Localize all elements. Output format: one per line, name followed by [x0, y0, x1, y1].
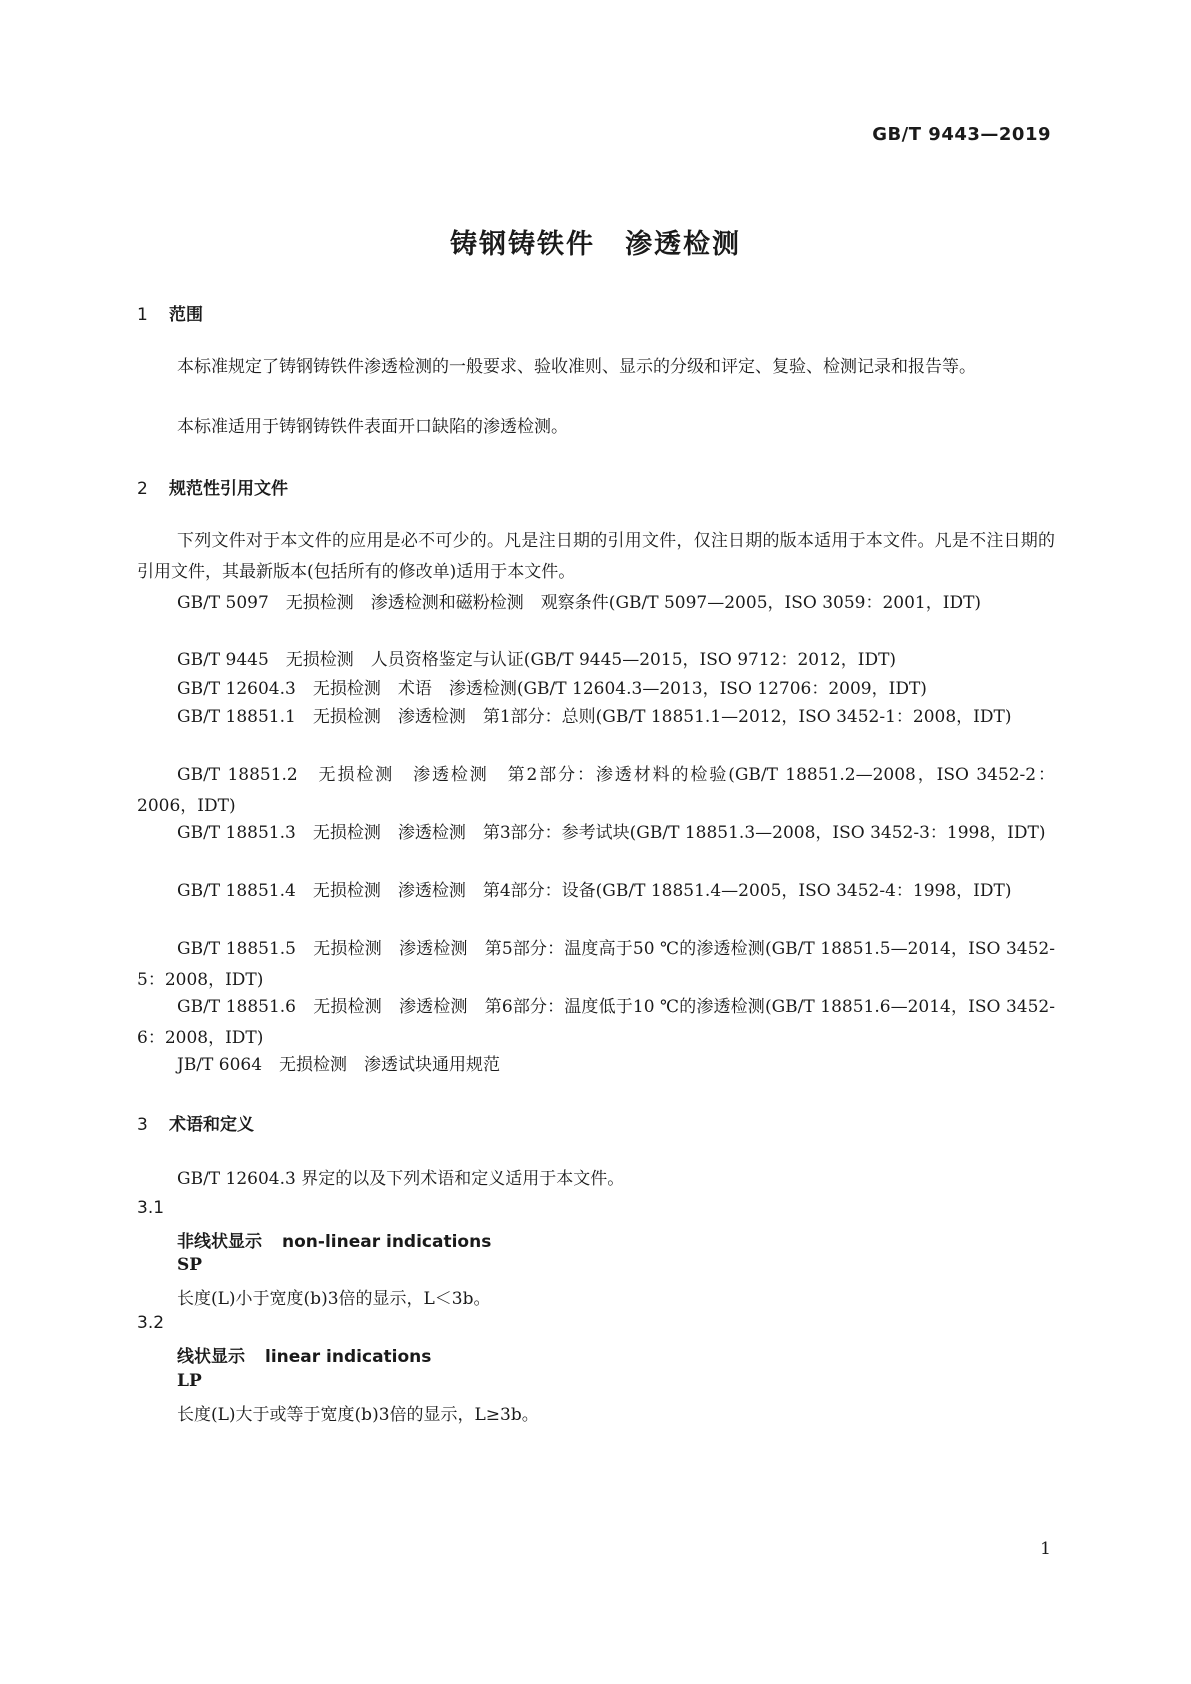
term-name-en: linear indications [265, 1347, 432, 1367]
page-number: 1 [1040, 1539, 1051, 1559]
reference-item: GB/T 18851.5 无损检测 渗透检测 第5部分：温度高于50 ℃的渗透检测(GB/T 18851.5—2014，ISO 3452-5：2008，IDT) [137, 939, 1055, 990]
term-abbreviation: SP [177, 1255, 203, 1275]
term-number: 3.1 [137, 1198, 165, 1218]
term-name-en: non-linear indications [282, 1232, 492, 1252]
section-number: 3 [137, 1115, 148, 1135]
section-title: 范围 [169, 305, 203, 325]
document-code: GB/T 9443—2019 [872, 124, 1051, 145]
reference-item: JB/T 6064 无损检测 渗透试块通用规范 [177, 1055, 501, 1075]
reference-item: GB/T 18851.3 无损检测 渗透检测 第3部分：参考试块(GB/T 18851.3—2008，ISO 3452-3：1998，IDT) [177, 823, 1046, 843]
section-1-paragraph-2: 本标准适用于铸钢铸铁件表面开口缺陷的渗透检测。 [177, 417, 568, 437]
term-name [177, 1342, 431, 1367]
section-number: 1 [137, 305, 148, 325]
reference-item: GB/T 18851.2 无损检测 渗透检测 第2部分：渗透材料的检验(GB/T 18851.2—2008，ISO 3452-2：2006，IDT) [137, 765, 1055, 816]
section-number: 2 [137, 479, 148, 499]
reference-item: GB/T 18851.6 无损检测 渗透检测 第6部分：温度低于10 ℃的渗透检测(GB/T 18851.6—2014，ISO 3452-6：2008，IDT) [137, 997, 1055, 1048]
term-name-zh: 线状显示 [177, 1347, 245, 1367]
section-1-heading [137, 300, 203, 325]
section-3-intro: GB/T 12604.3 界定的以及下列术语和定义适用于本文件。 [177, 1169, 625, 1189]
term-abbreviation: LP [177, 1371, 202, 1391]
reference-item: GB/T 18851.4 无损检测 渗透检测 第4部分：设备(GB/T 18851.4—2005，ISO 3452-4：1998，IDT) [177, 881, 1012, 901]
title-part-1: 铸钢铸铁件 [450, 229, 595, 260]
term-definition: 长度(L)小于宽度(b)3倍的显示，L＜3b。 [177, 1289, 491, 1309]
term-name [177, 1227, 491, 1252]
term-name-zh: 非线状显示 [177, 1232, 262, 1252]
term-number: 3.2 [137, 1313, 165, 1333]
title-part-2: 渗透检测 [625, 229, 741, 260]
reference-item: GB/T 5097 无损检测 渗透检测和磁粉检测 观察条件(GB/T 5097—2005，ISO 3059：2001，IDT) [177, 593, 982, 613]
term-definition: 长度(L)大于或等于宽度(b)3倍的显示，L≥3b。 [177, 1405, 539, 1425]
section-1-paragraph-1: 本标准规定了铸钢铸铁件渗透检测的一般要求、验收准则、显示的分级和评定、复验、检测记录和报告等。 [177, 357, 976, 377]
section-3-heading [137, 1110, 254, 1135]
section-2-intro: 下列文件对于本文件的应用是必不可少的。凡是注日期的引用文件，仅注日期的版本适用于本文件。凡是不注日期的引用文件，其最新版本(包括所有的修改单)适用于本文件。 [137, 531, 1055, 582]
reference-item: GB/T 9445 无损检测 人员资格鉴定与认证(GB/T 9445—2015，ISO 9712：2012，IDT) [177, 650, 897, 670]
page-title [0, 222, 1191, 261]
reference-item: GB/T 12604.3 无损检测 术语 渗透检测(GB/T 12604.3—2013，ISO 12706：2009，IDT) [177, 679, 927, 699]
section-2-heading [137, 474, 288, 499]
section-title: 规范性引用文件 [169, 479, 288, 499]
section-title: 术语和定义 [169, 1115, 254, 1135]
reference-item: GB/T 18851.1 无损检测 渗透检测 第1部分：总则(GB/T 18851.1—2012，ISO 3452-1：2008，IDT) [177, 707, 1012, 727]
